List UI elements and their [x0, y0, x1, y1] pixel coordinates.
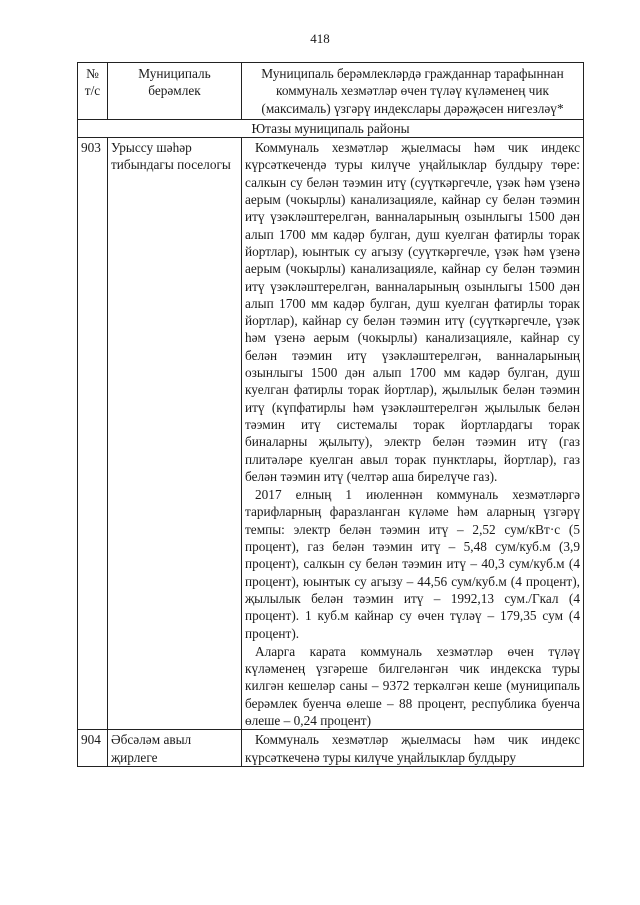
page-number: 418	[310, 31, 330, 46]
tariff-table	[77, 62, 584, 767]
table-header-row	[78, 63, 584, 120]
description-paragraph: 2017 елның 1 июленнән коммуналь хезмәтләргә тарифларның фаразланган күләме һәм аларның үзгәрү темпы: электр белән тәэмин итү – 2,52 сум/кВт·с (5 процент), газ белән тәэмин итү – 5,48 сум/куб.м (3,9 процент), салкын су белән тәэмин итү – 40,3 сум/куб.м (4 процент), юынтык су агызу – 44,56 сум/куб.м (4 процент), җылылык белән тәэмин итү – 1992,13 сум./Гкал (4 процент). 1 куб.м кайнар су өчен түләү – 179,35 сум (4 процент).	[245, 487, 580, 641]
row-description	[242, 138, 584, 730]
district-name: Ютазы муниципаль районы	[78, 119, 584, 137]
row-municipality: Әбсәләм авыл җирлеге	[108, 730, 242, 767]
description-paragraph: Аларга карата коммуналь хезмәтләр өчен түләү күләменең үзгәреше билгеләнгән чик индекска туры килгән кешеләр саны – 9372 теркәлгән кеше (муниципаль берәмлек буенча өлеше – 88 процент, республика буенча өлеше – 0,24 процент)	[245, 643, 580, 728]
header-description: Муниципаль берәмлекләрдә гражданнар тарафыннан коммуналь хезмәтләр өчен түләү күләменең чик (максималь) үзгәрү индекслары дәрәҗәсен нигезләү*	[242, 63, 584, 120]
district-row	[78, 119, 584, 137]
description-paragraph: Коммуналь хезмәтләр җыелмасы һәм чик индекс күрсәткеченә туры килүче уңайлыклар булдыру	[245, 732, 580, 765]
row-description	[242, 730, 584, 767]
header-number: № т/с	[78, 63, 108, 120]
table-row	[78, 138, 584, 730]
row-number: 903	[78, 138, 108, 730]
row-number: 904	[78, 730, 108, 767]
table-row	[78, 730, 584, 767]
row-municipality: Урыссу шәһәр тибындагы поселогы	[108, 138, 242, 730]
description-paragraph: Коммуналь хезмәтләр җыелмасы һәм чик индекс күрсәткечендә туры килүче уңайлыклар булдыру төре: салкын су белән тәэмин итү (суүткәргечле, үзәк һәм үзенә аерым (чокырлы) канализацияле, кайнар су белән тәэмин итү үзәкләштерелгән, ванналарының озынлыгы 1500 дән алып 1700 мм кадәр булган, душ куелган фатирлы торак йортлар), юынтык су агызу (суүткәргечле, үзәк һәм үзенә аерым (чокырлы) канализацияле, кайнар су белән тәэмин итү үзәкләштерелгән, ванналарының озынлыгы 1500 дән алып 1700 мм кадәр булган, душ куелган фатирлы торак йортлар), кайнар су белән тәэмин итү (суүткәргечле, үзәк һәм үзенә аерым (чокырлы) канализацияле, кайнар су белән тәэмин итү үзәкләштерелгән, ванналарының озынлыгы 1500 дән алып 1700 мм кадәр булган, душ куелган фатирлы торак йортлар), җылылык белән тәэмин итү (күпфатирлы һәм үзәкләштерелгән җылылык белән тәэмин итү системалы торак йортлардагы торак биналарны җылыту), электр белән тәэмин итү (газ плитәләре куелган авыл торак пунктлары, йортлар), газ белән тәэмин итү (челтәр аша бирелүче газ).	[245, 140, 580, 484]
header-municipality: Муниципаль берәмлек	[108, 63, 242, 120]
